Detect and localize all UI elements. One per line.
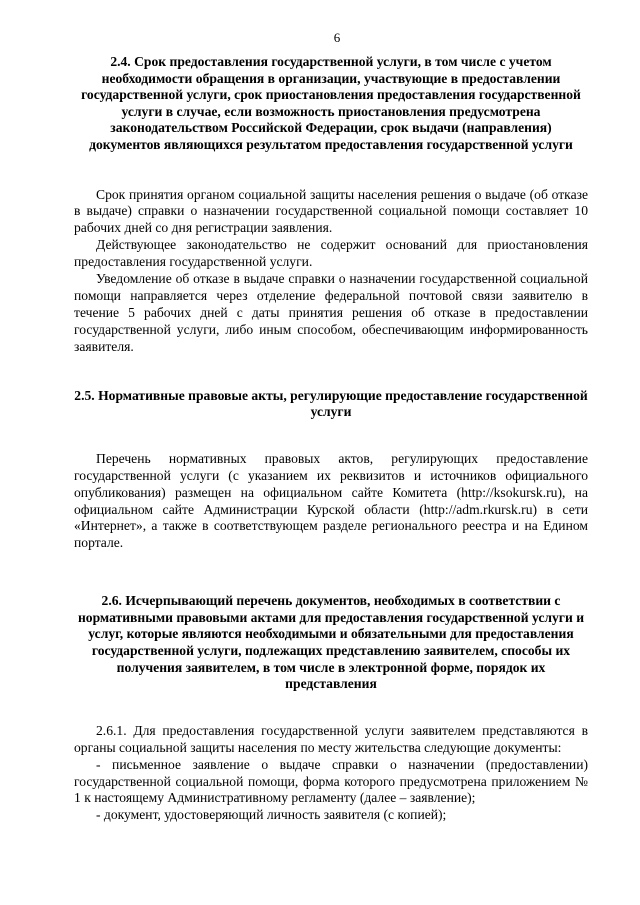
section-2-6-body [74,723,588,824]
section-2-4-paragraph-3: Уведомление об отказе в выдаче справки о назначении государственной социальной помощи направляется через отделение федеральной почтовой связи заявителю в течение 5 рабочих дней с даты принятия решения об отказе в предоставлении государственной услуги, либо иным способом, обеспечивающим информированность заявителя. [74,271,588,354]
page-number: 6 [333,30,341,45]
section-2-5-heading: 2.5. Нормативные правовые акты, регулирующие предоставление государственной услуги [74,387,588,420]
section-2-4-paragraph-2: Действующее законодательство не содержит оснований для приостановления предоставления государственной услуги. [74,237,588,270]
section-2-4-paragraph-1: Срок принятия органом социальной защиты населения решения о выдаче (об отказе в выдаче) справки о назначении государственной социальной помощи составляет 10 рабочих дней со дня регистрации заявления. [74,186,588,236]
section-2-6-paragraph-1: 2.6.1. Для предоставления государственной услуги заявителем представляются в органы социальной защиты населения по месту жительства следующие документы: [74,722,588,755]
section-2-6-list-item-2: - документ, удостоверяющий личность заявителя (с копией); [96,807,447,823]
section-2-4-body [74,187,588,356]
section-2-6-list-item-1: - письменное заявление о выдаче справки о назначении (предоставлении) государственной социальной помощи, форма которого предусмотрена приложением № 1 к настоящему Административному регламенту (далее – заявление); [74,756,588,806]
section-2-5-paragraph-1: Перечень нормативных правовых актов, регулирующих предоставление государственной услуги (с указанием их реквизитов и источников официального опубликования) размещен на официальном сайте Комитета (http://ksokursk.ru), на официальном сайте Администрации Курской области (http://adm.rkursk.ru) в сети «Интернет», а также в соответствующем разделе регионального реестра и на Едином портале. [74,450,588,551]
section-2-5-body [74,451,588,552]
section-2-6-heading: 2.6. Исчерпывающий перечень документов, необходимых в соответствии с нормативными правовыми актами для предоставления государственной услуги и услуг, которые являются необходимыми и обязательными для предоставления государственной услуги, подлежащих представлению заявителем, способы их получения заявителем, в том числе в электронной форме, порядок их представления [77,593,585,692]
section-2-4-heading: 2.4. Срок предоставления государственной услуги, в том числе с учетом необходимости обращения в организации, участвующие в предоставлении государственной услуги, срок приостановления предоставления государственной услуги в случае, если возможность приостановления предусмотрена законодательством Российской Федерации, срок выдачи (направления) документов являющихся результатом предоставления государственной услуги [81,54,581,152]
